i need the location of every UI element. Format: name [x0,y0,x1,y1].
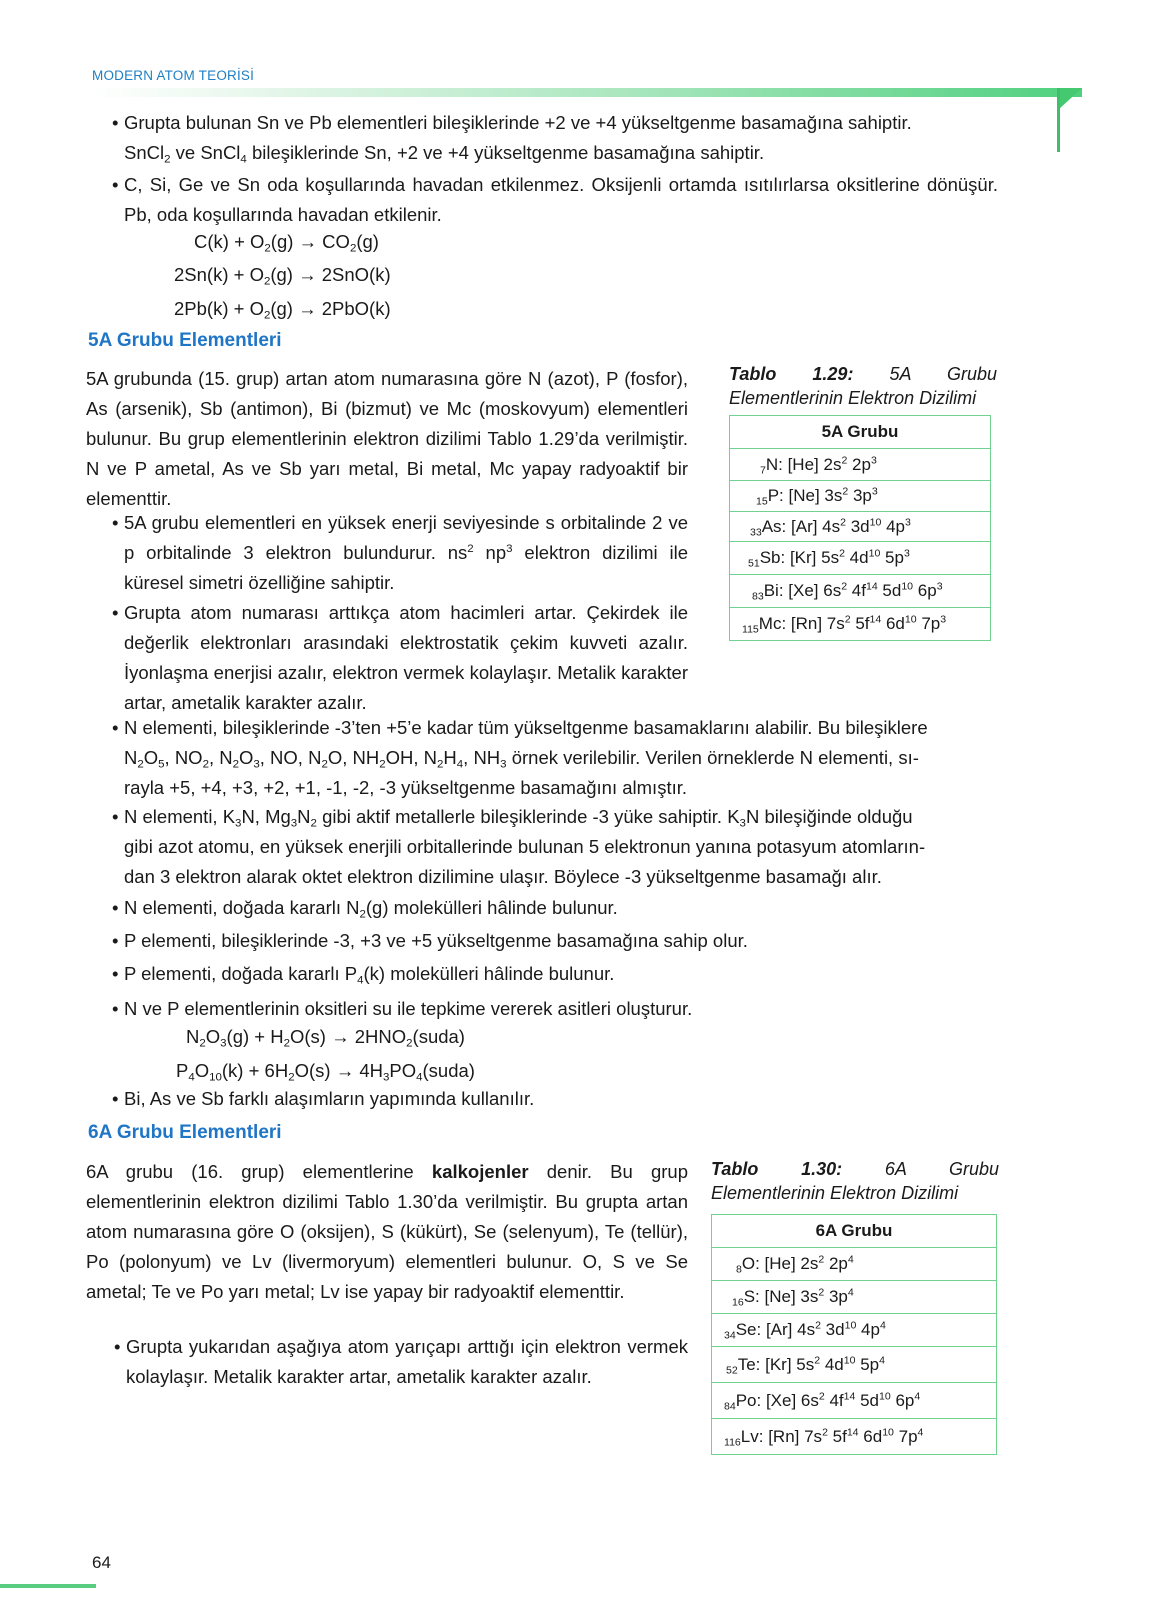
page-number: 64 [92,1553,111,1572]
table-row: $_8$O: [He] $2s^2$ $2p^4$ [712,1248,997,1281]
table-6a-electron-config [711,1214,997,1455]
equation-co2: $C(k) + O_2(g) \to CO_2(g)$ [194,231,379,255]
paragraph-5a-bullet-6: P elementi, bileşiklerinde -3, +3 ve +5 yükseltgenme basamağına sahip olur. [124,930,748,951]
paragraph-5a-bullet-7: P elementi, doğada kararlı $P_4(k)$ molekülleri hâlinde bulunur. [124,963,615,987]
equation-hno2: $N_2O_3(g) + H_2O(s)$ → $2HNO_2(suda)$ [186,1026,465,1050]
header-rule [90,88,1082,97]
equation-sno: $2Sn(k) + O_2(g) \to 2SnO(k)$ [174,264,391,288]
table-header: 5A Grubu [730,416,991,449]
table-5a-electron-config [729,415,991,641]
bullet-dot: • [112,806,119,827]
table-1-30-caption: Tablo 1.30: 6A Grubu Elementlerinin Elektron Dizilimi [711,1159,999,1203]
paragraph-5a-intro: 5A grubunda (15. grup) artan atom numarasına göre N (azot), P (fosfor), As (arsenik), Sb (antimon), Bi (bizmut) ve Mc (moskovyum) elementleri bulunur. Bu grup elementlerinin elektron dizilimi Tablo 1.29’da verilmiştir. N ve P ametal, As ve Sb yarı metal, Bi metal, Mc yapay radyoaktif bir elementtir. [86,368,688,509]
equation-pbo: $2Pb(k) + O_2(g) \to 2PbO(k)$ [174,298,391,322]
paragraph-5a-bullet-8: N ve P elementlerinin oksitleri su ile tepkime vererek asitleri oluşturur. [124,998,693,1019]
bullet-dot: • [112,717,119,738]
bullet-dot: • [112,963,119,984]
group4-bullet-1 [124,108,1014,168]
table-row: $_{52}$Te: [Kr] $5s^2$ $4d^{10}$ $5p^4$ [712,1347,997,1383]
group4-bullet-1-line2: SnCl$_2$ ve SnCl$_4$ bileşiklerinde Sn, +2 ve +4 yükseltgenme basamağına sahiptir. [124,142,765,166]
footer-rule [0,1584,96,1588]
header-vertical-line [1057,88,1060,152]
paragraph-5a-bullet-3: N elementi, bileşiklerinde -3’ten +5’e kadar tüm yükseltgenme basamaklarını alabilir. Bu bileşiklere $N_2O_5$, $NO_2$, $N_2O_3$, NO, $N_2O$, $NH_2OH$, $N_2H_4$, $NH_3$ örnek verilebilir. Verilen örneklerde N elementi, sı- rayla +5, +4, +3, +2, +1, -1, -2, -3 yükseltgenme basamağını almıştır. [124,717,928,798]
table-header: 6A Grubu [712,1215,997,1248]
table-row: $_{34}$Se: [Ar] $4s^2$ $3d^{10}$ $4p^4$ [712,1314,997,1347]
table-row: $_{83}$Bi: [Xe] $6s^2$ $4f^{14}$ $5d^{10}$ $6p^3$ [730,575,991,608]
paragraph-5a-bullet-5: N elementi, doğada kararlı $N_2(g)$ molekülleri hâlinde bulunur. [124,897,618,921]
bullet-dot: • [112,174,119,195]
bullet-dot: • [112,112,119,133]
table-row: $_{15}$P: [Ne] $3s^2$ $3p^3$ [730,481,991,512]
paragraph-5a-bullet-9: Bi, As ve Sb farklı alaşımların yapımında kullanılır. [124,1088,535,1109]
bullet-dot: • [114,1336,121,1357]
paragraph-5a-bullet-1: 5A grubu elementleri en yüksek enerji seviyesinde s orbitalinde 2 ve p orbitalinde 3 elektron bulundurur. $ns^2$ $np^3$ elektron dizilimi ile küresel simetri özelliğine sahiptir. [124,512,688,593]
bullet-dot: • [112,1088,119,1109]
table-row: $_{115}$Mc: [Rn] $7s^2$ $5f^{14}$ $6d^{10}$ $7p^3$ [730,608,991,641]
group4-bullet-2: C, Si, Ge ve Sn oda koşullarında havadan etkilenmez. Oksijenli ortamda ısıtılırlarsa oksitlerine dönüşür. Pb, oda koşullarında havadan etkilenir. [124,174,998,225]
group4-bullet-1-line1: Grupta bulunan Sn ve Pb elementleri bileşiklerinde +2 ve +4 yükseltgenme basamağına sahiptir. [124,112,912,133]
paragraph-6a-intro: 6A grubu (16. grup) elementlerine kalkojenler denir. Bu grup elementlerinin elektron dizilimi Tablo 1.30’da verilmiştir. Bu grupta artan atom numarasına göre O (oksijen), S (kükürt), Se (selenyum), Te (tellür), Po (polonyum) ve Lv (livermoryum) elementleri bulunur. O, S ve Se ametal; Te ve Po yarı metal; Lv ise yapay bir radyoaktif elementtir. [86,1161,688,1302]
paragraph-6a-bullet-1: Grupta yukarıdan aşağıya atom yarıçapı arttığı için elektron vermek kolaylaşır. Metalik karakter artar, ametalik karakter azalır. [126,1336,688,1387]
section-heading-6a: 6A Grubu Elementleri [88,1122,282,1143]
bullet-dot: • [112,512,119,533]
bullet-dot: • [112,930,119,951]
table-row: $_{116}$Lv: [Rn] $7s^2$ $5f^{14}$ $6d^{10}$ $7p^4$ [712,1419,997,1455]
paragraph-5a-bullet-4: N elementi, $K_3N$, $Mg_3N_2$ gibi aktif metallerle bileşiklerinde -3 yüke sahiptir. $K_3N$ bileşiğinde olduğu gibi azot atomu, en yüksek enerjili orbitallerinde bulunan 5 elektronun yanına potasyum atomların- dan 3 elektron alarak oktet elektron dizilimine ulaşır. Böylece -3 yükseltgenme basamağı alır. [124,806,926,887]
running-header: MODERN ATOM TEORİSİ [92,68,255,83]
table-row: $_{84}$Po: [Xe] $6s^2$ $4f^{14}$ $5d^{10}$ $6p^4$ [712,1383,997,1419]
bullet-dot: • [112,998,119,1019]
table-row: $_7$N: [He] $2s^2$ $2p^3$ [730,449,991,481]
equation-h3po4: $P_4O_{10}(k) + 6H_2O(s)$ → $4H_3PO_4(suda)$ [176,1060,475,1084]
bullet-dot: • [112,602,119,623]
table-row: $_{16}$S: [Ne] $3s^2$ $3p^4$ [712,1281,997,1314]
table-row: $_{33}$As: [Ar] $4s^2$ $3d^{10}$ $4p^3$ [730,512,991,542]
bullet-dot: • [112,897,119,918]
table-1-29-caption: Tablo 1.29: 5A Grubu Elementlerinin Elektron Dizilimi [729,364,997,408]
paragraph-5a-bullet-2: Grupta atom numarası arttıkça atom hacimleri artar. Çekirdek ile değerlik elektronları arasındaki elektrostatik çekim kuvveti azalır. İyonlaşma enerjisi azalır, elektron vermek kolaylaşır. Metalik karakter artar, ametalik karakter azalır. [124,602,688,713]
section-heading-5a: 5A Grubu Elementleri [88,330,282,351]
table-row: $_{51}$Sb: [Kr] $5s^2$ $4d^{10}$ $5p^3$ [730,542,991,575]
